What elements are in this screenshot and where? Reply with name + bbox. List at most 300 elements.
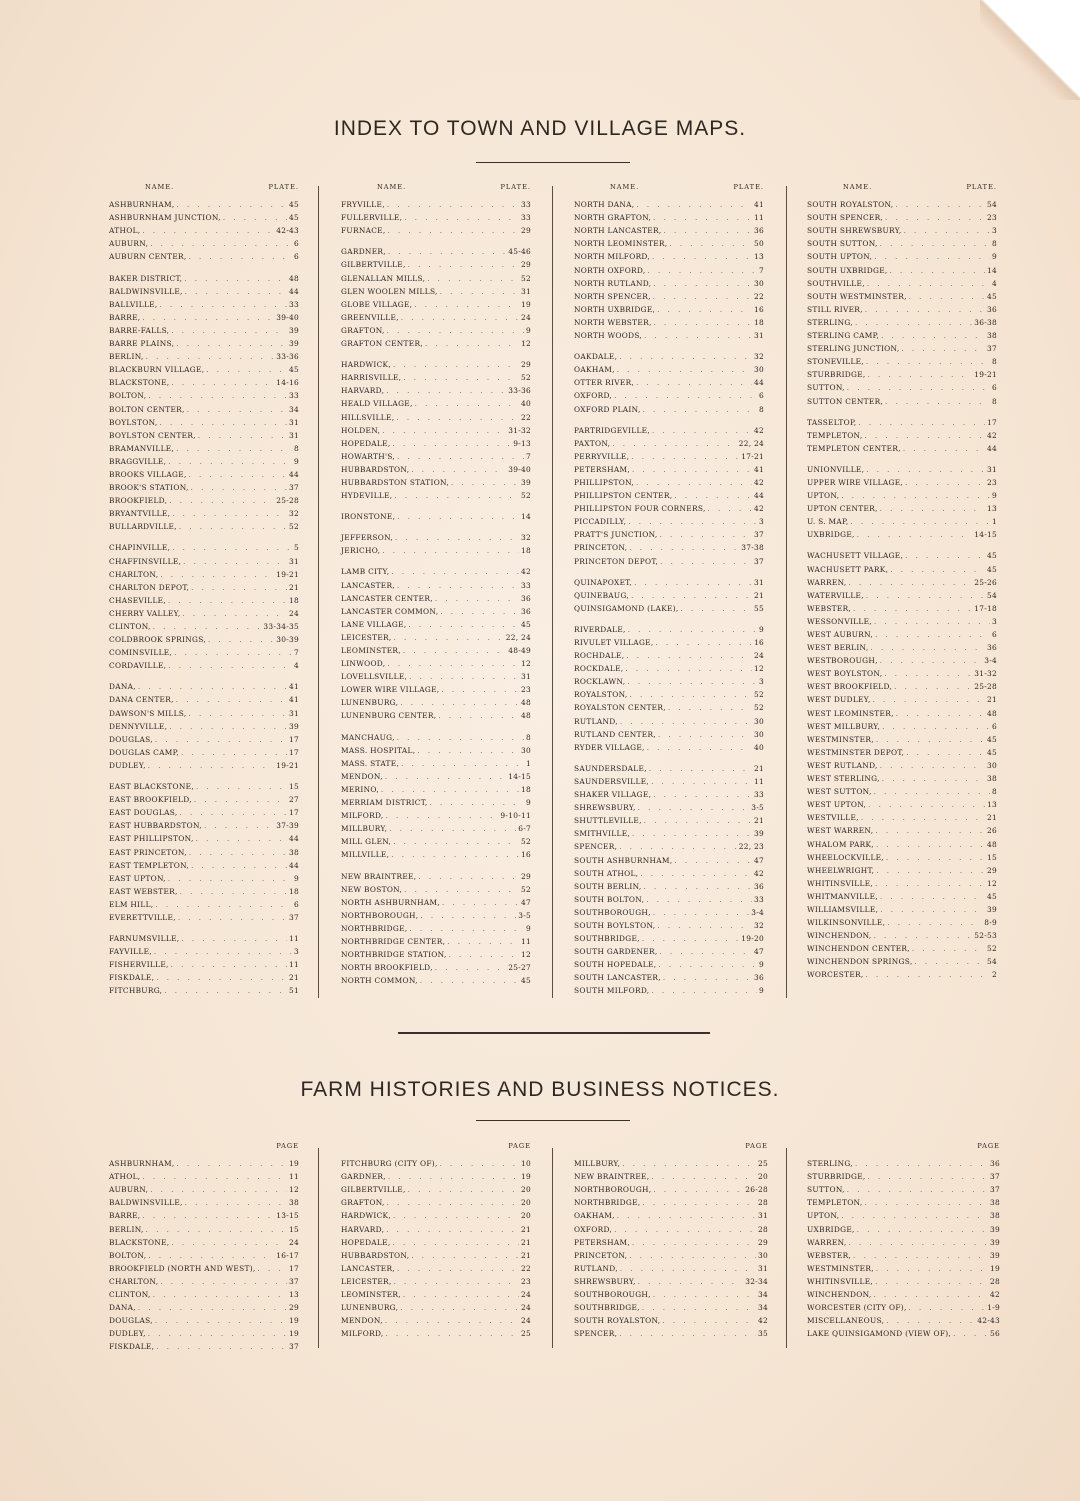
- entry-name: EAST PRINCETON,: [109, 847, 187, 857]
- index-entry: [341, 794, 531, 807]
- entry-number: 39: [989, 1250, 1000, 1260]
- entry-number: 45: [288, 213, 299, 223]
- index-entry: [574, 943, 764, 956]
- index-entry: [109, 1325, 299, 1338]
- entry-number: 13-15: [276, 1211, 299, 1221]
- entry-name: NORTH OXFORD,: [574, 265, 646, 275]
- index-entry: [341, 1220, 531, 1233]
- entry-number: 39: [986, 904, 997, 914]
- leader-dots: [194, 796, 287, 804]
- leader-dots: [658, 961, 757, 969]
- index-entry: [109, 335, 299, 348]
- leader-dots: [185, 288, 287, 296]
- entry-number: 39: [753, 829, 764, 839]
- entry-name: GILBERTVILLE,: [341, 1185, 406, 1195]
- entry-name: SOUTH ATHOL,: [574, 868, 639, 878]
- entry-number: 37-39: [276, 821, 299, 831]
- entry-name: HOWARTH'S,: [341, 451, 396, 461]
- leader-dots: [169, 723, 287, 731]
- index-entry: [574, 600, 764, 613]
- index-title: INDEX TO TOWN AND VILLAGE MAPS.: [333, 117, 747, 140]
- entry-name: GREENVILLE,: [341, 312, 399, 322]
- entry-number: 36: [520, 606, 531, 616]
- entry-number: 32: [753, 920, 764, 930]
- entry-name: OAKHAM,: [574, 1211, 615, 1221]
- entry-number: 6: [991, 721, 997, 731]
- entry-name: SUTTON CENTER,: [807, 396, 884, 406]
- entry-name: BARRE,: [109, 1211, 141, 1221]
- entry-number: 20: [757, 1172, 768, 1182]
- index-column-3: [574, 183, 764, 995]
- index-column-4: [807, 183, 997, 979]
- entry-name: WHITINSVILLE,: [807, 1276, 874, 1286]
- group-gap: [341, 859, 531, 867]
- entry-name: BERLIN,: [109, 1224, 144, 1234]
- entry-number: 42-43: [977, 1316, 1000, 1326]
- entry-name: HARDWICK,: [341, 1211, 392, 1221]
- index-entry: [109, 909, 299, 922]
- index-entry: [109, 744, 299, 757]
- leader-dots: [160, 1278, 287, 1286]
- entry-name: U. S. MAP,: [807, 517, 849, 527]
- leader-dots: [651, 778, 752, 786]
- entry-name: SOUTH WESTMINSTER,: [807, 291, 907, 301]
- index-entry: [807, 914, 997, 927]
- entry-name: WINCHENDON,: [807, 1290, 872, 1300]
- entry-number: 20: [520, 1211, 531, 1221]
- leader-dots: [663, 974, 752, 982]
- index-entry: [109, 196, 299, 209]
- index-column-2: [341, 183, 531, 985]
- index-entry: [807, 1325, 1000, 1338]
- index-entry: [574, 773, 764, 786]
- index-entry: [807, 340, 997, 353]
- leader-dots: [876, 1265, 988, 1273]
- leader-dots: [912, 945, 985, 953]
- index-entry: [807, 731, 997, 744]
- entry-name: COLDBROOK SPRINGS,: [109, 635, 206, 645]
- entry-number: 37: [288, 912, 299, 922]
- entry-number: 36: [986, 643, 997, 653]
- entry-name: ROYALSTON CENTER,: [574, 703, 666, 713]
- entry-name: JERICHO,: [341, 546, 381, 556]
- index-entry: [574, 1299, 768, 1312]
- leader-dots: [400, 699, 519, 707]
- entry-number: 12: [986, 878, 997, 888]
- index-entry: [807, 414, 997, 427]
- column-header: [341, 183, 531, 196]
- index-entry: [574, 461, 764, 474]
- entry-number: 17-21: [741, 451, 764, 461]
- entry-name: PAXTON,: [574, 438, 611, 448]
- leader-dots: [387, 327, 524, 335]
- index-entry: [341, 474, 531, 487]
- entry-name: ATHOL,: [109, 226, 141, 236]
- leader-dots: [619, 1330, 756, 1338]
- entry-name: NORTH RUTLAND,: [574, 278, 652, 288]
- entry-number: 22, 24: [505, 632, 531, 642]
- leader-dots: [391, 568, 519, 576]
- index-entry: [109, 309, 299, 322]
- name-header: NAME.: [377, 183, 407, 191]
- entry-name: WINCHENDON CENTER,: [807, 944, 910, 954]
- leader-dots: [189, 471, 287, 479]
- index-entry: [109, 1220, 299, 1233]
- entry-number: 41: [288, 695, 299, 705]
- leader-dots: [198, 432, 287, 440]
- entry-name: ASHBURNHAM,: [109, 1159, 175, 1169]
- index-entry: [341, 972, 531, 985]
- entry-name: FAYVILLE,: [109, 947, 152, 957]
- entry-number: 45: [986, 291, 997, 301]
- index-entry: [807, 379, 997, 392]
- entry-number: 52: [520, 884, 531, 894]
- entry-name: NORTH WEBSTER,: [574, 317, 652, 327]
- entry-number: 22: [753, 291, 764, 301]
- entry-name: LANCASTER,: [341, 1263, 396, 1273]
- entry-number: 14: [520, 512, 531, 522]
- leader-dots: [681, 605, 752, 613]
- entry-name: ROCHDALE,: [574, 651, 625, 661]
- entry-name: FISHERVILLE,: [109, 960, 169, 970]
- leader-dots: [191, 484, 287, 492]
- leader-dots: [156, 974, 287, 982]
- entry-name: NORTH UXBRIDGE,: [574, 304, 656, 314]
- index-entry: [574, 222, 764, 235]
- entry-name: WHITMANVILLE,: [807, 891, 878, 901]
- index-entry: [807, 526, 997, 539]
- entry-number: 19: [288, 1329, 299, 1339]
- entry-number: 52: [753, 703, 764, 713]
- entry-name: GARDNER,: [341, 1172, 386, 1182]
- index-entry: [109, 691, 299, 704]
- index-entry: [574, 487, 764, 500]
- entry-name: UPTON CENTER,: [807, 504, 878, 514]
- entry-name: PRINCETON DEPOT,: [574, 556, 659, 566]
- index-entry: [341, 881, 531, 894]
- index-entry: [807, 678, 997, 691]
- entry-number: 42: [757, 1316, 768, 1326]
- group-gap: [574, 340, 764, 348]
- index-entry: [341, 833, 531, 846]
- entry-number: 52: [520, 373, 531, 383]
- leader-dots: [660, 558, 752, 566]
- entry-number: 23: [986, 477, 997, 487]
- leader-dots: [632, 830, 752, 838]
- entry-number: 54: [986, 590, 997, 600]
- entry-name: SOUTH ROYALSTON,: [574, 1316, 661, 1326]
- index-entry: [109, 453, 299, 466]
- entry-number: 16: [753, 304, 764, 314]
- leader-dots: [638, 1278, 743, 1286]
- leader-dots: [653, 280, 752, 288]
- index-entry: [807, 691, 997, 704]
- entry-name: GLEN WOOLEN MILLS,: [341, 286, 438, 296]
- index-entry: [574, 930, 764, 943]
- index-entry: [574, 673, 764, 686]
- entry-number: 31: [288, 430, 299, 440]
- leader-dots: [196, 783, 287, 791]
- leader-dots: [150, 240, 292, 248]
- leader-dots: [871, 644, 985, 652]
- entry-number: 48-49: [508, 646, 531, 655]
- entry-name: BOLTON,: [109, 391, 147, 401]
- entry-number: 28: [989, 1276, 1000, 1286]
- entry-number: 8: [525, 732, 531, 742]
- index-entry: [574, 552, 764, 565]
- entry-name: SPENCER,: [574, 842, 618, 852]
- entry-number: 6: [293, 239, 299, 249]
- group-gap: [341, 521, 531, 529]
- index-entry: [807, 1155, 1000, 1168]
- leader-dots: [138, 1304, 287, 1312]
- entry-name: EAST TEMPLETON,: [109, 860, 190, 870]
- column-divider: [318, 186, 319, 998]
- entry-number: 21: [753, 590, 764, 600]
- leader-dots: [849, 579, 973, 587]
- entry-name: EAST DOUGLAS,: [109, 808, 178, 818]
- entry-name: DOUGLAS,: [109, 734, 153, 744]
- entry-number: 30: [753, 278, 764, 288]
- index-entry: [807, 783, 997, 796]
- entry-number: 52-53: [974, 931, 997, 941]
- leader-dots: [868, 371, 973, 379]
- index-entry: [341, 1260, 531, 1273]
- entry-number: 7: [525, 451, 531, 461]
- index-entry: [341, 642, 531, 655]
- entry-number: 29: [520, 871, 531, 881]
- entry-name: SOUTHBRIDGE,: [574, 934, 640, 944]
- entry-number: 36: [753, 881, 764, 891]
- index-entry: [109, 479, 299, 492]
- leader-dots: [160, 419, 287, 427]
- leader-dots: [880, 505, 985, 513]
- index-entry: [341, 529, 531, 542]
- index-entry: [807, 288, 997, 301]
- index-entry: [574, 634, 764, 647]
- entry-number: 44: [288, 834, 299, 844]
- index-entry: [341, 820, 531, 833]
- leader-dots: [653, 293, 752, 301]
- index-entry: [341, 335, 531, 348]
- entry-number: 25-26: [974, 577, 997, 587]
- entry-number: 14-16: [276, 378, 299, 388]
- leader-dots: [625, 665, 752, 673]
- entry-name: ROCKDALE,: [574, 664, 624, 674]
- entry-name: NORTHBRIDGE,: [574, 1198, 641, 1208]
- entry-name: LANCASTER COMMON,: [341, 606, 439, 616]
- group-gap: [109, 261, 299, 269]
- index-entry: [807, 1220, 1000, 1233]
- entry-name: HOPEDALE,: [341, 1237, 391, 1247]
- leader-dots: [858, 419, 985, 427]
- entry-number: 45: [986, 747, 997, 757]
- leader-dots: [155, 1317, 287, 1325]
- column-header: [807, 183, 997, 196]
- index-entry: [109, 552, 299, 565]
- entry-name: DAWSON'S MILLS,: [109, 708, 187, 718]
- leader-dots: [855, 319, 972, 327]
- entry-name: ROYALSTON,: [574, 690, 628, 700]
- leader-dots: [394, 634, 504, 642]
- leader-dots: [657, 306, 752, 314]
- entry-name: JEFFERSON,: [341, 533, 394, 543]
- leader-dots: [855, 1160, 988, 1168]
- entry-number: 9: [758, 986, 764, 996]
- entry-number: 1: [991, 517, 997, 527]
- entry-number: 11: [288, 934, 299, 944]
- entry-name: ROCKLAWN,: [574, 677, 626, 687]
- index-entry: [807, 560, 997, 573]
- entry-number: 42-43: [276, 226, 299, 236]
- group-gap: [574, 566, 764, 574]
- leader-dots: [853, 1252, 988, 1260]
- entry-name: QUINSIGAMOND (LAKE),: [574, 603, 679, 613]
- entry-number: 11: [753, 776, 764, 786]
- leader-dots: [187, 406, 287, 414]
- entry-name: NORTHBOROUGH,: [574, 1185, 652, 1195]
- index-entry: [341, 1299, 531, 1312]
- page-header: PAGE: [508, 1142, 531, 1150]
- entry-number: 36: [753, 226, 764, 236]
- index-entry: [574, 1194, 768, 1207]
- entry-number: 41: [288, 682, 299, 692]
- index-entry: [574, 786, 764, 799]
- entry-name: GARDNER,: [341, 247, 386, 257]
- entry-name: WORCESTER,: [807, 970, 864, 980]
- entry-number: 18: [520, 546, 531, 556]
- entry-name: MILFORD,: [341, 1329, 384, 1339]
- index-entry: [574, 1260, 768, 1273]
- entry-number: 31: [520, 286, 531, 296]
- entry-name: PRINCETON,: [574, 543, 628, 553]
- leader-dots: [447, 938, 519, 946]
- leader-dots: [403, 647, 506, 655]
- entry-name: MASS. HOSPITAL,: [341, 745, 416, 755]
- index-entry: [807, 639, 997, 652]
- entry-number: 45: [520, 619, 531, 629]
- index-entry: [807, 927, 997, 940]
- leader-dots: [847, 384, 990, 392]
- leader-dots: [142, 314, 274, 322]
- entry-name: NORTHBRIDGE CENTER,: [341, 936, 446, 946]
- leader-dots: [890, 566, 985, 574]
- index-entry: [574, 288, 764, 301]
- entry-name: SHAKER VILLAGE,: [574, 790, 652, 800]
- index-entry: [807, 461, 997, 474]
- entry-number: 31-32: [508, 425, 531, 435]
- leader-dots: [427, 275, 519, 283]
- group-gap: [109, 531, 299, 539]
- entry-name: EAST PHILLIPSTON,: [109, 834, 194, 844]
- entry-name: STONEVILLE,: [807, 357, 865, 367]
- leader-dots: [196, 835, 287, 843]
- entry-number: 7: [293, 648, 299, 658]
- entry-name: NORTH SPENCER,: [574, 291, 651, 301]
- index-entry: [341, 933, 531, 946]
- entry-name: BALLVILLE,: [109, 299, 158, 309]
- leader-dots: [619, 843, 736, 851]
- entry-number: 26: [986, 826, 997, 836]
- entry-name: BERLIN,: [109, 352, 144, 362]
- leader-dots: [189, 849, 287, 857]
- index-entry: [574, 739, 764, 752]
- leader-dots: [184, 275, 287, 283]
- leader-dots: [382, 427, 506, 435]
- entry-number: 3: [758, 517, 764, 527]
- entry-number: 45: [288, 365, 299, 375]
- entry-name: HARVARD,: [341, 1224, 385, 1234]
- leader-dots: [874, 788, 990, 796]
- leader-dots: [411, 466, 506, 474]
- entry-number: 21: [520, 1224, 531, 1234]
- index-entry: [574, 587, 764, 600]
- leader-dots: [896, 710, 985, 718]
- section-separator: [398, 1032, 710, 1034]
- entry-number: 29: [288, 1303, 299, 1313]
- index-entry: [574, 760, 764, 773]
- entry-name: LEOMINSTER,: [341, 1290, 401, 1300]
- index-entry: [341, 422, 531, 435]
- entry-number: 6: [293, 899, 299, 909]
- entry-number: 9-13: [513, 438, 531, 448]
- index-entry: [341, 563, 531, 576]
- leader-dots: [632, 466, 752, 474]
- leader-dots: [208, 636, 274, 644]
- entry-number: 40: [753, 742, 764, 752]
- leader-dots: [654, 319, 752, 327]
- entry-name: EAST HUBBARDSTON,: [109, 821, 202, 831]
- leader-dots: [634, 579, 752, 587]
- index-entry: [574, 838, 764, 851]
- leader-dots: [894, 683, 972, 691]
- leader-dots: [890, 267, 985, 275]
- entry-number: 16: [753, 638, 764, 647]
- entry-name: UXBRIDGE,: [807, 530, 855, 540]
- leader-dots: [874, 1291, 988, 1299]
- entry-name: HEALD VILLAGE,: [341, 399, 413, 409]
- entry-number: 48: [986, 708, 997, 718]
- name-header: NAME.: [145, 183, 175, 191]
- index-entry: [807, 500, 997, 513]
- entry-number: 30: [986, 760, 997, 770]
- entry-number: 13: [986, 504, 997, 514]
- entry-name: FRYVILLE,: [341, 200, 385, 210]
- leader-dots: [653, 909, 749, 917]
- group-gap: [341, 720, 531, 728]
- leader-dots: [168, 662, 292, 670]
- entry-name: SOUTH SHREWSBURY,: [807, 226, 902, 236]
- index-entry: [109, 505, 299, 518]
- leader-dots: [409, 673, 519, 681]
- farm-column-2: [341, 1142, 531, 1338]
- index-entry: [574, 301, 764, 314]
- index-entry: [109, 956, 299, 969]
- entry-number: 45: [986, 891, 997, 901]
- entry-name: WHEELOCKVILLE,: [807, 852, 884, 862]
- index-entry: [341, 243, 531, 256]
- index-entry: [807, 1299, 1000, 1312]
- index-entry: [574, 1168, 768, 1181]
- entry-name: SHUTTLEVILLE,: [574, 816, 642, 826]
- entry-name: AUBURN,: [109, 239, 149, 249]
- leader-dots: [171, 379, 274, 387]
- leader-dots: [404, 214, 519, 222]
- plate-header: PLATE.: [733, 183, 764, 191]
- index-entry: [807, 587, 997, 600]
- entry-name: HOPEDALE,: [341, 438, 391, 448]
- entry-number: 30: [520, 745, 531, 755]
